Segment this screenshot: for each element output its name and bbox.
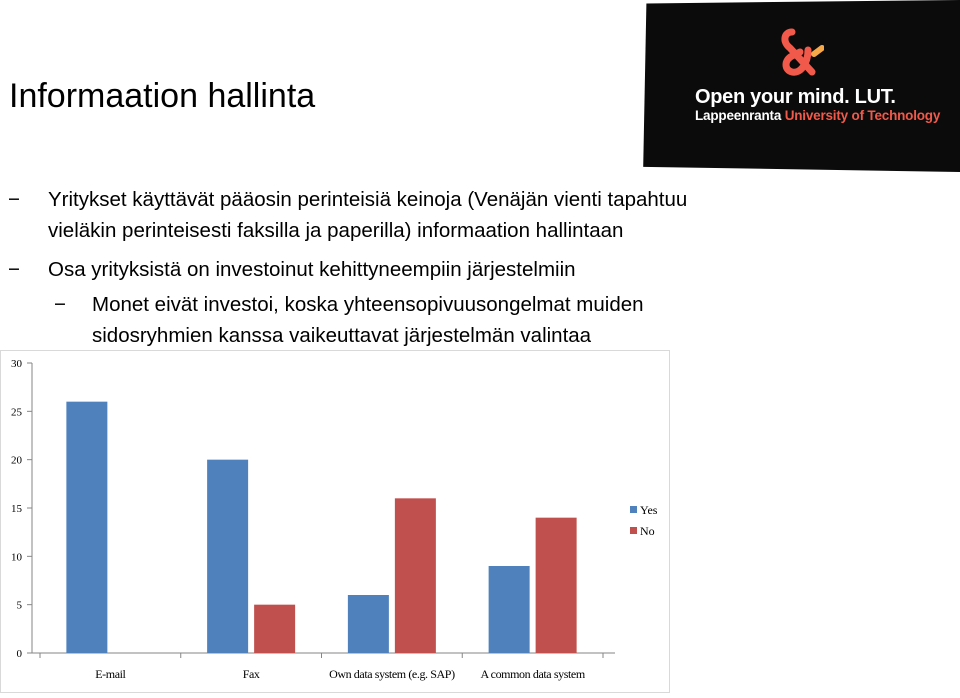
y-tick-label: 30 [11,358,22,370]
bar-chart [0,350,670,693]
sub-bullet-line-2: sidosryhmien kanssa vaikeuttavat järjestelmän valintaa [92,324,592,347]
y-tick-label: 5 [16,599,22,612]
logo-university: University of Technology [784,108,941,123]
bar-yes [348,595,389,653]
bullet-1-line-1: Yritykset käyttävät pääosin perinteisiä keinoja (Venäjän vienti tapahtuu [48,188,688,211]
legend-label-no: No [640,524,655,538]
bar-no [254,605,295,653]
logo-slogan: Open your mind. LUT. [695,86,896,108]
sub-bullet-line-1: Monet eivät investoi, koska yhteensopivuusongelmat muiden [92,293,644,316]
bullet-1-line-2: vieläkin perinteisesti faksilla ja paperilla) informaation hallintaan [48,219,624,242]
bar-yes [66,402,107,653]
legend-label-yes: Yes [640,503,658,517]
lut-ampersand-logo-icon [778,28,824,80]
bullet-marker: − [8,188,20,211]
bar-chart-svg [0,350,670,693]
bar-no [395,498,436,653]
x-category-label: Fax [242,667,260,681]
legend-swatch-no [630,527,637,534]
x-category-label: Own data system (e.g. SAP) [329,667,455,681]
bullet-marker: − [8,258,20,281]
y-tick-label: 10 [11,551,22,564]
y-tick-label: 20 [11,454,22,467]
y-tick-label: 25 [11,406,22,419]
legend-swatch-yes [630,506,637,513]
bar-yes [207,460,248,653]
bar-no [536,518,577,653]
x-category-label: E-mail [95,667,126,681]
slide-title: Informaation hallinta [9,77,316,115]
logo-university-name [695,108,940,123]
y-tick-label: 0 [16,648,22,660]
y-tick-label: 15 [11,503,22,515]
x-category-label: A common data system [480,667,585,681]
bar-yes [489,566,530,653]
logo-city: Lappeenranta [695,108,782,123]
bullet-2-line-1: Osa yrityksistä on investoinut kehittyneempiin järjestelmiin [48,258,576,281]
sub-bullet-marker: − [54,293,66,316]
